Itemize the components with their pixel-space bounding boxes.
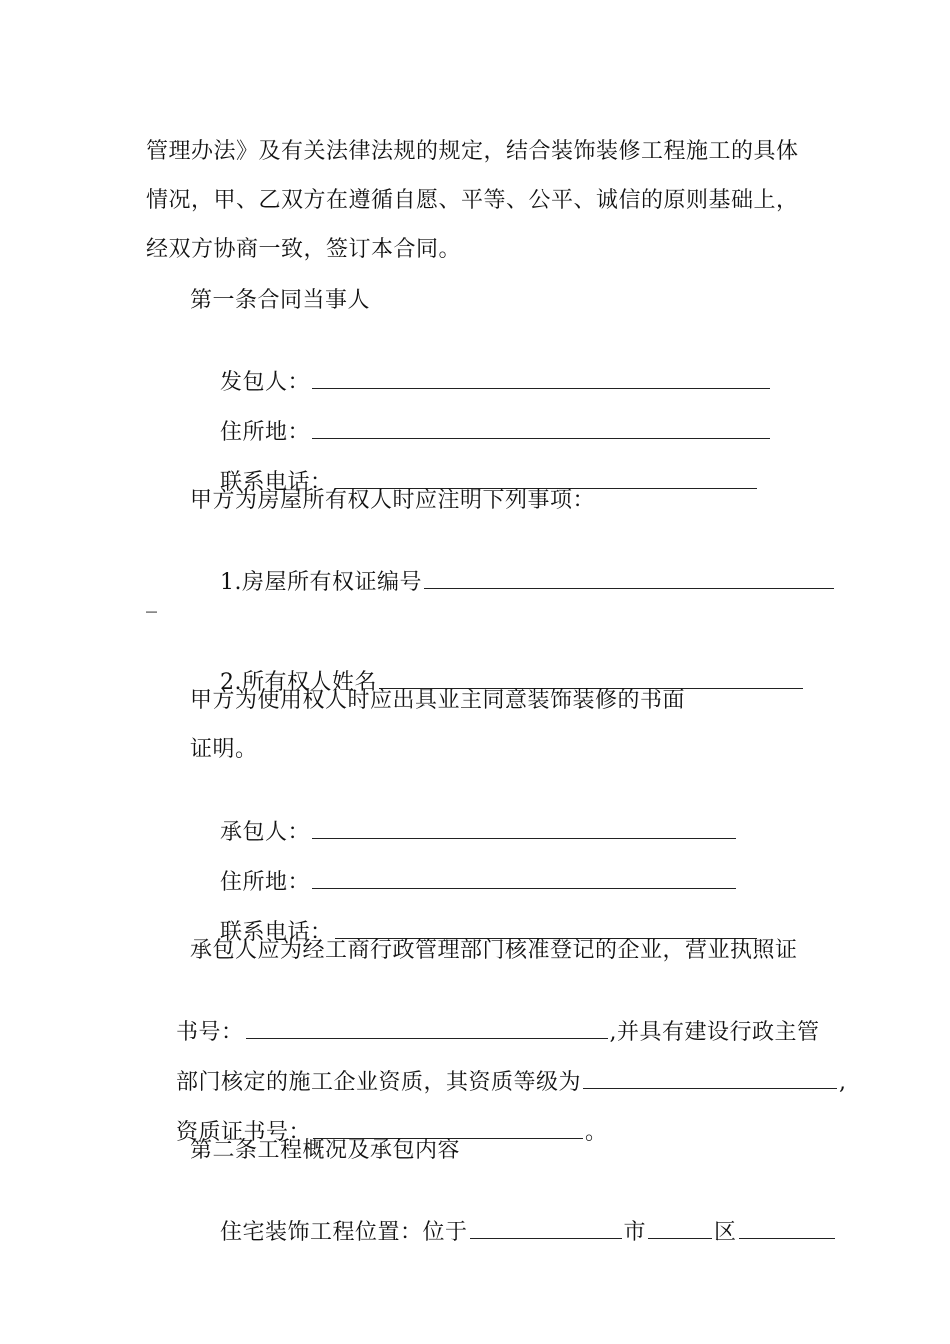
- article-heading: 第二条工程概况及承包内容: [190, 1138, 461, 1163]
- city-blank[interactable]: [648, 1216, 712, 1239]
- qualification-level-label: 部门核定的施工企业资质，其资质等级为: [175, 1070, 581, 1095]
- city-label: 市: [623, 1220, 647, 1245]
- employer-address-label: 住所地：: [219, 420, 310, 445]
- license-no-label: 书号：: [175, 1020, 244, 1045]
- paragraph-line: 情况，甲、乙双方在遵循自愿、平等、公平、诚信的原则基础上，: [146, 188, 799, 213]
- paragraph-line: 经双方协商一致，签订本合同。: [146, 237, 462, 262]
- cert-no-label: 1.房屋所有权证编号: [219, 570, 422, 595]
- district-blank[interactable]: [739, 1216, 835, 1239]
- paragraph-line: 管理办法》及有关法律法规的规定，结合装饰装修工程施工的具体: [146, 139, 799, 164]
- owner-name-label: 2.所有权人姓名: [219, 670, 377, 695]
- cert-no-line: [190, 536, 836, 628]
- license-paragraph-line: 承包人应为经工商行政管理部门核准登记的企业，营业执照证: [190, 938, 798, 963]
- cert-no-blank[interactable]: [424, 566, 834, 589]
- contractor-address-label: 住所地：: [219, 870, 310, 895]
- user-note: 甲方为使用权人时应出具业主同意装饰装修的书面: [190, 688, 686, 713]
- contractor-phone-label: 联系电话：: [219, 920, 333, 945]
- location-blank[interactable]: [470, 1216, 622, 1239]
- qualification-cert-label: 资质证书号：: [175, 1120, 311, 1145]
- period: 。: [585, 1120, 608, 1145]
- contractor-label: 承包人：: [219, 820, 310, 845]
- district-label: 区: [714, 1220, 737, 1245]
- qualification-level-blank[interactable]: [583, 1066, 837, 1089]
- license-text: ,并具有建设行政主管: [609, 1020, 820, 1045]
- comma: ,: [839, 1070, 847, 1095]
- cert-no-tail: _: [146, 588, 158, 613]
- location-label: 住宅装饰工程位置：位于: [219, 1220, 468, 1245]
- user-note-cont: 证明。: [190, 737, 258, 762]
- article-heading: 第一条合同当事人: [190, 288, 371, 313]
- location-line: [190, 1186, 837, 1278]
- employer-phone-label: 联系电话：: [219, 470, 333, 495]
- employer-label: 发包人：: [219, 370, 310, 395]
- owner-note: 甲方为房屋所有权人时应注明下列事项：: [190, 488, 596, 513]
